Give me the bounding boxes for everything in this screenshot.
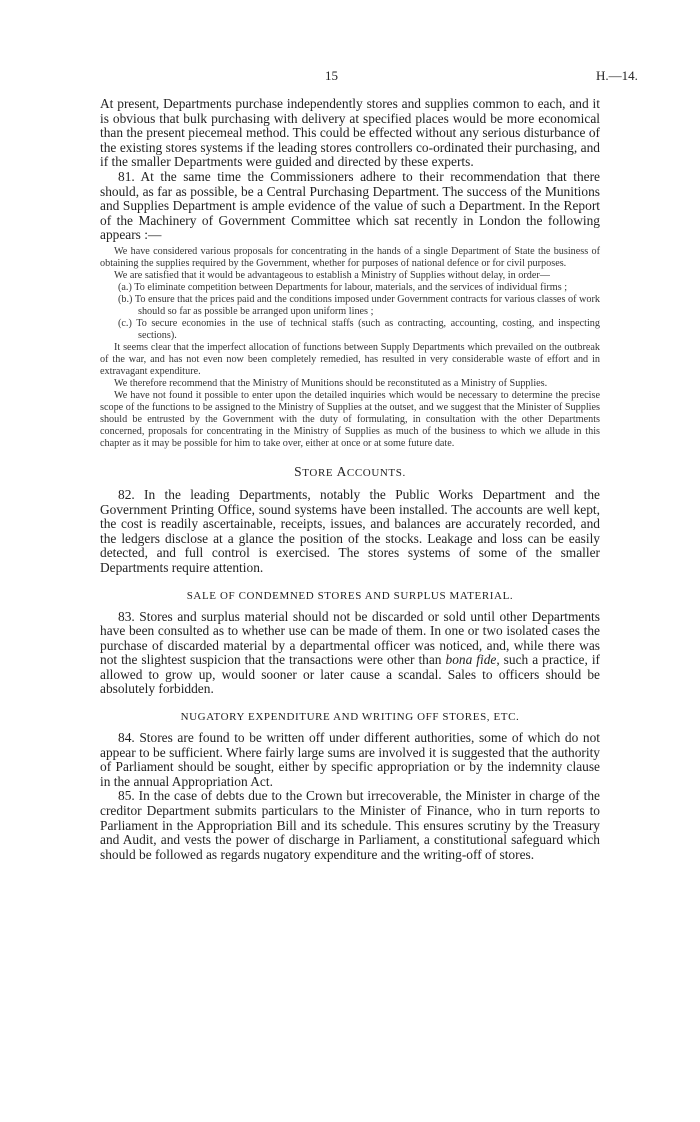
quote-list-item: (a.) To eliminate competition between Departments for labour, materials, and the services of individual firms ; (118, 281, 568, 293)
quote-list-item: (b.) To ensure that the prices paid and the conditions imposed under Government contracts for various classes of work should so far as possible be arranged upon uniform lines ; (118, 293, 600, 317)
paragraph-85: 85. In the case of debts due to the Crown but irrecoverable, the Minister in charge of the creditor Department submits particulars to the Minister of Finance, who in turn reports to Parliament in the Appropriation Bill and its schedule. This ensures scrutiny by the Treasury and Audit, and vests the power of discharge in Parliament, a constitutional safeguard which should be followed as regards nugatory expenditure and the writing-off of stores. (100, 788, 600, 862)
page-header (0, 68, 700, 84)
paragraph-82: 82. In the leading Departments, notably the Public Works Department and the Government Printing Office, sound systems have been installed. The accounts are well kept, the cost is readily ascertainable, receipts, issues, and balances are accurately recorded, and the ledgers disclose at a glance the position of the stocks. Leakage and loss can be easily detected, and full control is exercised. The stores systems of some of the smaller Departments require attention. (100, 486, 600, 575)
quote-paragraph: We therefore recommend that the Ministry of Munitions should be reconstituted as a Ministry of Supplies. (114, 377, 548, 389)
committee-quote (100, 246, 600, 450)
quote-paragraph: We have not found it possible to enter upon the detailed inquiries which would be necessary to determine the precise scope of the functions to be assigned to the Ministry of Supplies at the outset, and we suggest that the Minister of Supplies should be entrusted by the Government with the duty of formulating, in consultation with the other Departments concerned, proposals for concentrating in the Ministry of Supplies as much of the business to which we allude in this chapter as it may be possible for him to take over, either at once or at some future date. (100, 389, 600, 449)
quote-paragraph: We have considered various proposals for concentrating in the hands of a single Department of State the business of obtaining the supplies required by the Government, whether for purposes of national defence or for civil purposes. (100, 245, 600, 269)
body-text (100, 97, 600, 862)
paragraph-81: 81. At the same time the Commissioners adhere to their recommendation that there should, as far as possible, be a Central Purchasing Department. The success of the Munitions and Supplies Department is ample evidence of the value of such a Department. In the Report of the Machinery of Government Committee which sat recently in London the following appears :— (100, 168, 600, 243)
page-number: 15 (325, 68, 338, 83)
quote-list-item: (c.) To secure economies in the use of technical staffs (such as contracting, accounting, costing, and inspecting sections). (118, 317, 600, 341)
quote-paragraph: We are satisfied that it would be advantageous to establish a Ministry of Supplies without delay, in order— (114, 269, 550, 281)
section-heading-nugatory-expenditure: NUGATORY EXPENDITURE AND WRITING OFF STORES, ETC. (180, 711, 520, 724)
section-heading-store-accounts: STORE ACCOUNTS. (294, 463, 406, 479)
paragraph-83: 83. Stores and surplus material should not be discarded or sold until other Departments have been consulted as to whether use can be made of them. In one or two isolated cases the purchase of discarded material by a departmental officer was noticed, and, while there was not the slightest suspicion that the transactions were other than bona fide, such a practice, if allowed to grow up, would sooner or later cause a scandal. Sales to officers should be absolutely forbidden. (100, 608, 600, 697)
intro-paragraph: At present, Departments purchase independently stores and supplies common to each, and it is obvious that bulk purchasing with delivery at specified places would be more economical than the present piecemeal method. This could be effected without any serious disturbance of the existing stores systems if the leading stores controllers co-ordinated their purchasing, and if the smaller Departments were guided and directed by these experts. (100, 96, 600, 170)
paragraph-84: 84. Stores are found to be written off under different authorities, some of which do not appear to be sufficient. Where fairly large sums are involved it is suggested that the authority of Parliament should be sought, either by specific appropriation or by the indemnity clause in the annual Appropriation Act. (100, 730, 600, 789)
document-reference: H.—14. (596, 68, 638, 83)
section-heading-condemned-stores: SALE OF CONDEMNED STORES AND SURPLUS MATERIAL. (186, 589, 514, 602)
quote-paragraph: It seems clear that the imperfect allocation of functions between Supply Departments which prevailed on the outbreak of the war, and has not even now been completely remedied, has resulted in very considerable waste of effort and in extravagant expenditure. (100, 341, 600, 377)
